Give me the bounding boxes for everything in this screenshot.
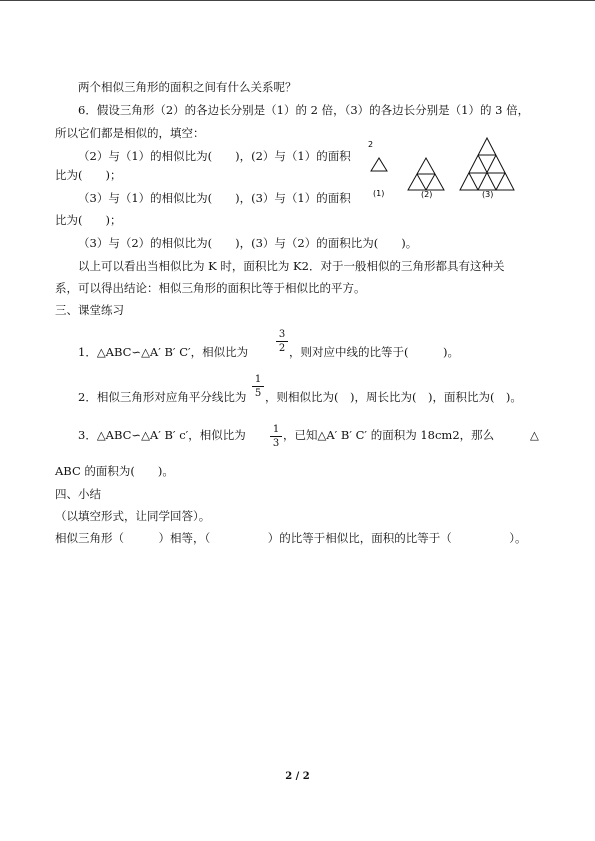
side-mark: 2 <box>368 140 374 149</box>
page-number: 2 / 2 <box>285 771 310 782</box>
triangle-1 <box>371 158 387 171</box>
section-heading-4: 四、小结 <box>55 487 101 501</box>
section-heading-3: 三、课堂练习 <box>55 303 124 317</box>
label-3: (3) <box>482 190 494 199</box>
label-1: (1) <box>373 189 385 198</box>
fraction-denominator: 2 <box>278 343 286 354</box>
q6-line2: 所以它们都是相似的，填空： <box>55 126 205 140</box>
q6-line1: 6．假设三角形（2）的各边长分别是（1）的 2 倍，（3）的各边长分别是（1）的 3 倍， <box>78 103 530 117</box>
exercise-2-fraction <box>252 374 264 399</box>
top-rule <box>0 0 595 1</box>
exercise-2-after: ，则相似比为( )，周长比为( )，面积比为( )。 <box>265 390 522 404</box>
exercise-1-after: ，则对应中线的比等于( )。 <box>289 345 459 359</box>
q6-line7: （3）与（2）的相似比为( )，(3）与（2）的面积比为( )。 <box>78 236 418 250</box>
q6-line4: 比为( )； <box>55 168 122 182</box>
exercise-2-before: 2．相似三角形对应角平分线比为 <box>78 390 247 404</box>
q6-line3: （2）与（1）的相似比为( )，(2）与（1）的面积 <box>78 149 351 163</box>
exercise-1-before: 1．△ABC∽△A′ B′ C′，相似比为 <box>78 345 249 359</box>
triangle-3-d4 <box>496 173 505 190</box>
triangle-3 <box>460 138 514 190</box>
fraction-denominator: 5 <box>254 388 262 399</box>
conclusion-line2: 系，可以得出结论：相似三角形的面积比等于相似比的平方。 <box>55 281 366 295</box>
q6-line5: （3）与（1）的相似比为( )，(3）与（1）的面积 <box>78 191 351 205</box>
exercise-1-text <box>78 345 248 359</box>
intro-question: 两个相似三角形的面积之间有什么关系呢？ <box>78 80 297 94</box>
fraction-numerator: 1 <box>252 374 264 387</box>
fraction-numerator: 1 <box>270 424 282 437</box>
exercise-3-fraction <box>270 424 282 449</box>
exercise-3-line2: ABC 的面积为( )。 <box>55 464 174 478</box>
summary-line2: 相似三角形（ ）相等，（ ）的比等于相似比，面积的比等于（ ）。 <box>55 531 527 545</box>
similar-triangles-figure <box>366 135 526 200</box>
exercise-3-tail: △ <box>530 428 539 442</box>
exercise-1-fraction <box>276 329 288 354</box>
triangle-2-left-inner <box>417 174 426 190</box>
triangle-2-right-inner <box>426 174 435 190</box>
exercise-3-before: 3．△ABC∽△A′ B′ c′，相似比为 <box>78 428 246 442</box>
q6-line6: 比为( )； <box>55 213 122 227</box>
fraction-denominator: 3 <box>272 438 280 449</box>
triangle-3-d2 <box>469 173 478 190</box>
conclusion-line1: 以上可以看出当相似比为 K 时，面积比为 K2．对于一般相似的三角形都具有这种关 <box>78 259 505 273</box>
exercise-3-after: ，已知△A′ B′ C′ 的面积为 18cm2，那么 <box>283 428 495 442</box>
label-2: (2) <box>421 190 433 199</box>
fraction-numerator: 3 <box>276 329 288 342</box>
summary-line1: （以填空形式，让同学回答）。 <box>55 509 211 523</box>
